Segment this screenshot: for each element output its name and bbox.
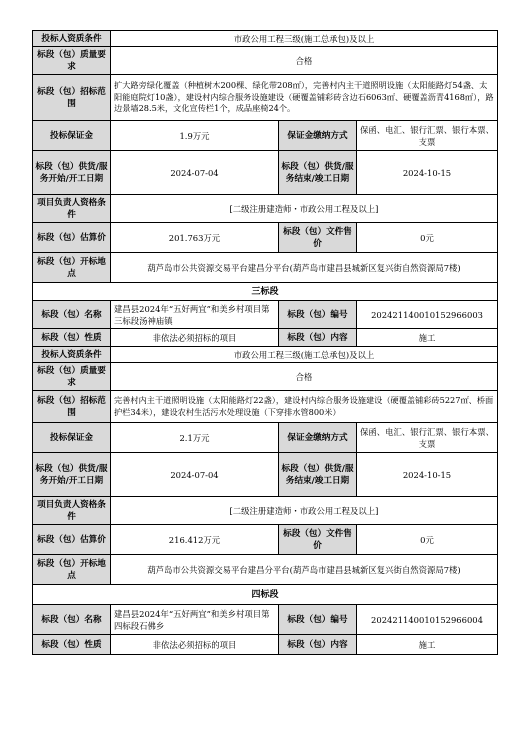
s2-fee-value: 0元 bbox=[357, 223, 498, 253]
s2-budget-label: 标段（包）估算价 bbox=[33, 223, 111, 253]
s2-qual-value: 市政公用工程三级(施工总承包)及以上 bbox=[111, 31, 498, 47]
s4-content-value: 施工 bbox=[357, 635, 498, 655]
s3-nature-label: 标段（包）性质 bbox=[33, 329, 111, 347]
s4-nature-value: 非依法必须招标的项目 bbox=[111, 635, 279, 655]
s2-qual-label: 投标人资质条件 bbox=[33, 31, 111, 47]
s3-deposit-value: 2.1万元 bbox=[111, 423, 279, 453]
s2-start-label: 标段（包）供货/服务开始/开工日期 bbox=[33, 151, 111, 195]
s2-budget-value: 201.763万元 bbox=[111, 223, 279, 253]
s2-venue-label: 标段（包）开标地点 bbox=[33, 253, 111, 283]
s3-qual-label: 投标人资质条件 bbox=[33, 347, 111, 363]
s4-name-value: 建昌县2024年“五好两宜”和美乡村项目第四标段石佛乡 bbox=[111, 605, 279, 635]
tender-sections-table bbox=[32, 30, 498, 655]
s2-pm-label: 项目负责人资格条件 bbox=[33, 195, 111, 223]
s3-deposit-label: 投标保证金 bbox=[33, 423, 111, 453]
s3-name-label: 标段（包）名称 bbox=[33, 301, 111, 329]
s3-venue-label: 标段（包）开标地点 bbox=[33, 555, 111, 585]
s4-code-value: 202421140010152966004 bbox=[357, 605, 498, 635]
s2-fee-label: 标段（包）文件售价 bbox=[279, 223, 357, 253]
s3-nature-value: 非依法必须招标的项目 bbox=[111, 329, 279, 347]
s3-paymethod-label: 保证金缴纳方式 bbox=[279, 423, 357, 453]
s3-quality-label: 标段（包）质量要求 bbox=[33, 363, 111, 391]
s3-content-value: 施工 bbox=[357, 329, 498, 347]
s3-end-label: 标段（包）供货/服务结束/竣工日期 bbox=[279, 453, 357, 497]
s2-deposit-label: 投标保证金 bbox=[33, 121, 111, 151]
s3-budget-label: 标段（包）估算价 bbox=[33, 525, 111, 555]
s3-paymethod-value: 保函、电汇、银行汇票、银行本票、支票 bbox=[357, 423, 498, 453]
s2-scope-value: 扩大路旁绿化覆盖（种植树木200棵、绿化带208㎡），完善村内主干道照明设施（太阳能路灯54盏、太阳能庭院灯10盏），建设村内综合服务设施建设（硬覆盖铺彩砖含边石6063㎡、硬覆盖沥青4168㎡），路边景墙28.5米，文化宣传栏1个，成品座椅24个。 bbox=[111, 75, 498, 121]
s3-end-value: 2024-10-15 bbox=[357, 453, 498, 497]
s2-end-value: 2024-10-15 bbox=[357, 151, 498, 195]
s3-pm-label: 项目负责人资格条件 bbox=[33, 497, 111, 525]
s2-scope-label: 标段（包）招标范围 bbox=[33, 75, 111, 121]
s2-quality-value: 合格 bbox=[111, 47, 498, 75]
s4-nature-label: 标段（包）性质 bbox=[33, 635, 111, 655]
s2-end-label: 标段（包）供货/服务结束/竣工日期 bbox=[279, 151, 357, 195]
s4-content-label: 标段（包）内容 bbox=[279, 635, 357, 655]
s3-start-label: 标段（包）供货/服务开始/开工日期 bbox=[33, 453, 111, 497]
s3-code-value: 20242114001015296600З bbox=[357, 301, 498, 329]
s2-start-value: 2024-07-04 bbox=[111, 151, 279, 195]
s3-fee-value: 0元 bbox=[357, 525, 498, 555]
s3-pm-value: [二级注册建造师・市政公用工程及以上] bbox=[111, 497, 498, 525]
s3-heading: 三标段 bbox=[33, 283, 498, 301]
s3-content-label: 标段（包）内容 bbox=[279, 329, 357, 347]
s3-fee-label: 标段（包）文件售价 bbox=[279, 525, 357, 555]
s4-code-label: 标段（包）编号 bbox=[279, 605, 357, 635]
s3-scope-value: 完善村内主干道照明设施（太阳能路灯22盏），建设村内综合服务设施建设（硬覆盖铺彩砖5227㎡、桥面护栏34米），建设农村生活污水处理设施（下穿排水管800米） bbox=[111, 391, 498, 423]
s4-name-label: 标段（包）名称 bbox=[33, 605, 111, 635]
s2-pm-value: [二级注册建造师・市政公用工程及以上] bbox=[111, 195, 498, 223]
s3-budget-value: 216.412万元 bbox=[111, 525, 279, 555]
s3-scope-label: 标段（包）招标范围 bbox=[33, 391, 111, 423]
s3-start-value: 2024-07-04 bbox=[111, 453, 279, 497]
s3-qual-value: 市政公用工程三级(施工总承包)及以上 bbox=[111, 347, 498, 363]
s2-deposit-value: 1.9万元 bbox=[111, 121, 279, 151]
s3-venue-value: 葫芦岛市公共资源交易平台建昌分平台(葫芦岛市建昌县城新区复兴街自然资源局7楼) bbox=[111, 555, 498, 585]
s4-heading: 四标段 bbox=[33, 585, 498, 605]
s2-venue-value: 葫芦岛市公共资源交易平台建昌分平台(葫芦岛市建昌县城新区复兴街自然资源局7楼) bbox=[111, 253, 498, 283]
s3-code-label: 标段（包）编号 bbox=[279, 301, 357, 329]
s2-paymethod-label: 保证金缴纳方式 bbox=[279, 121, 357, 151]
s3-name-value: 建昌县2024年“五好两宜”和美乡村项目第三标段汤神庙镇 bbox=[111, 301, 279, 329]
s2-quality-label: 标段（包）质量要求 bbox=[33, 47, 111, 75]
s2-paymethod-value: 保函、电汇、银行汇票、银行本票、支票 bbox=[357, 121, 498, 151]
s3-quality-value: 合格 bbox=[111, 363, 498, 391]
